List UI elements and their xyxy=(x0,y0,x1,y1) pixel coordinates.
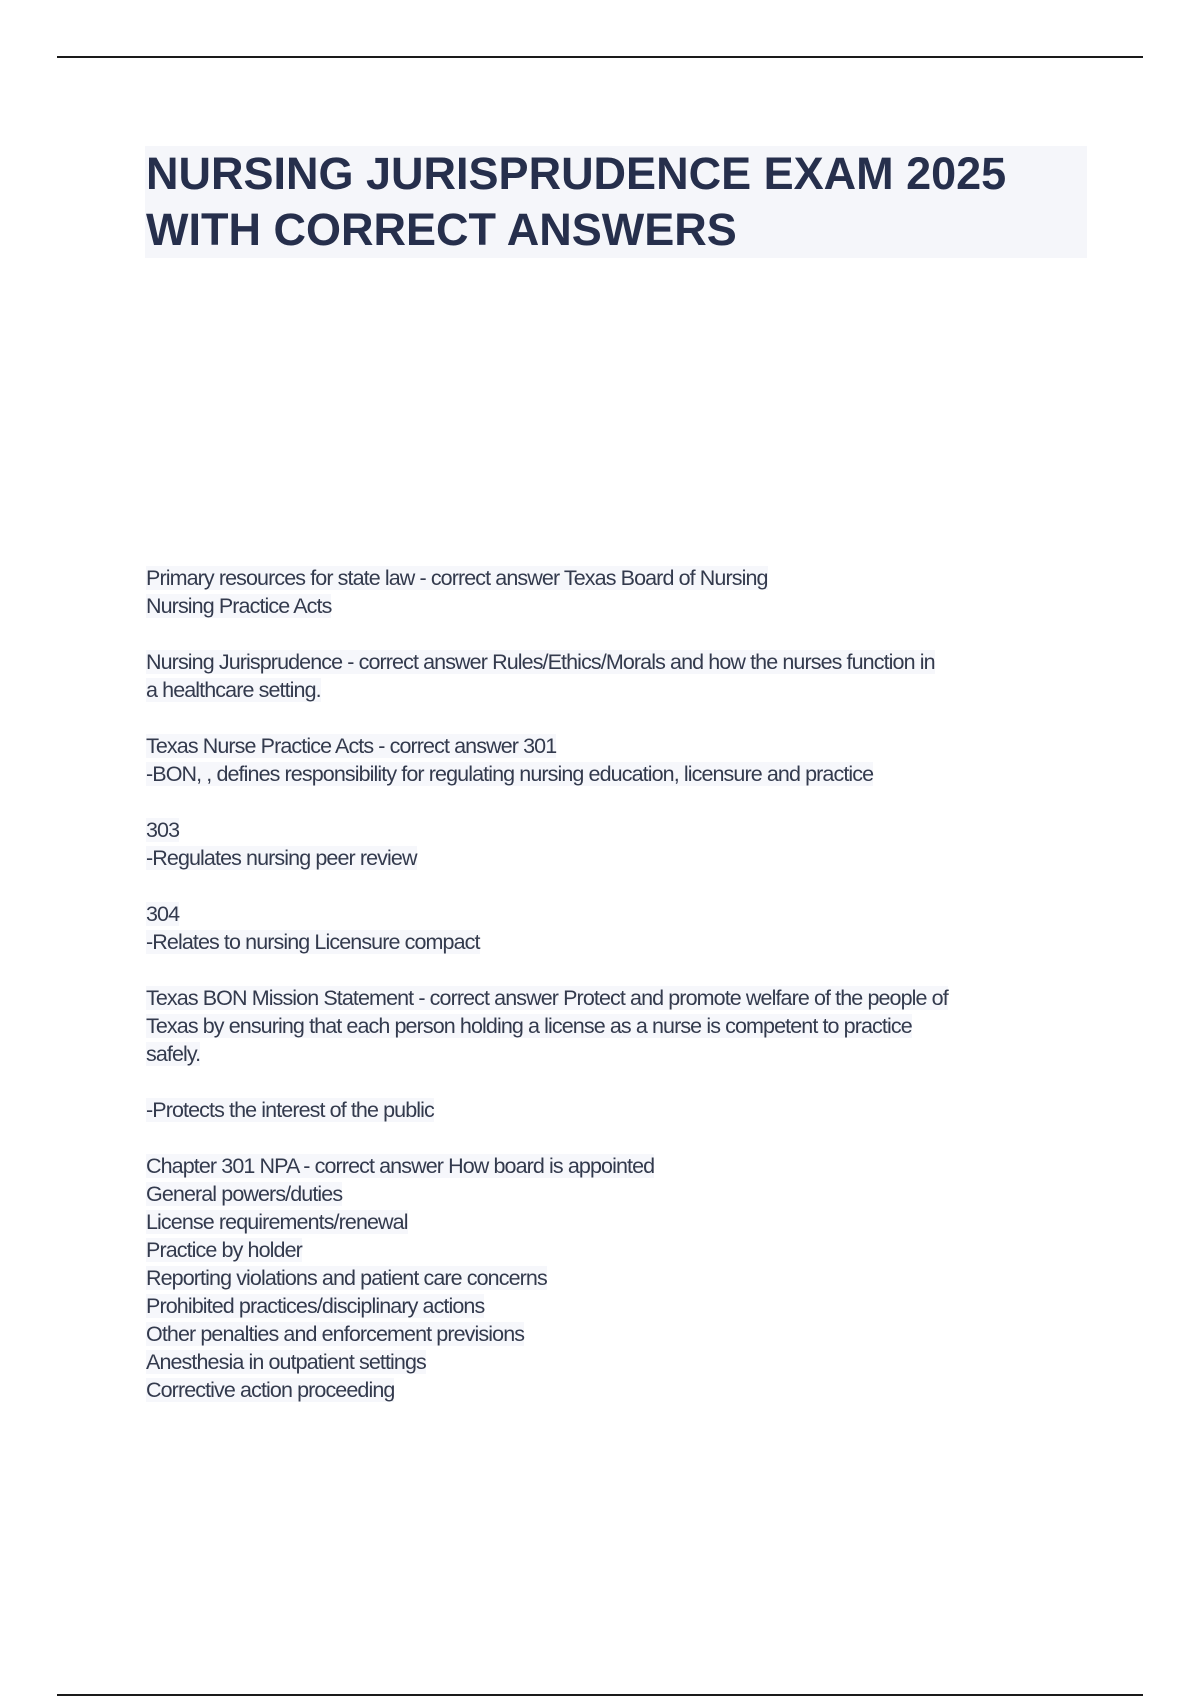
title-line: NURSING JURISPRUDENCE EXAM 2025 xyxy=(146,148,1007,199)
qa-item-texas-npa xyxy=(146,732,1106,788)
body-line: Primary resources for state law - correct answer Texas Board of Nursing xyxy=(146,566,768,590)
qa-item-chapter-303 xyxy=(146,816,1106,872)
body-line: Anesthesia in outpatient settings xyxy=(146,1350,426,1374)
body-line: License requirements/renewal xyxy=(146,1210,408,1234)
body-line: Chapter 301 NPA - correct answer How board is appointed xyxy=(146,1154,655,1178)
document-body xyxy=(146,564,1106,1432)
top-rule xyxy=(57,56,1143,58)
bottom-rule xyxy=(57,1694,1143,1696)
body-line: Prohibited practices/disciplinary actions xyxy=(146,1294,485,1318)
body-line: Texas by ensuring that each person holding a license as a nurse is competent to practice xyxy=(146,1014,912,1038)
body-line: General powers/duties xyxy=(146,1182,343,1206)
qa-item-protects-public xyxy=(146,1096,1106,1124)
body-line: -Protects the interest of the public xyxy=(146,1098,434,1122)
qa-item-chapter-301 xyxy=(146,1152,1106,1404)
body-line: Texas BON Mission Statement - correct answer Protect and promote welfare of the people of xyxy=(146,986,948,1010)
body-line: Other penalties and enforcement previsions xyxy=(146,1322,525,1346)
body-line: safely. xyxy=(146,1042,201,1066)
body-line: Texas Nurse Practice Acts - correct answer 301 xyxy=(146,734,557,758)
body-line: Reporting violations and patient care concerns xyxy=(146,1266,547,1290)
body-line: Nursing Jurisprudence - correct answer Rules/Ethics/Morals and how the nurses function in xyxy=(146,650,935,674)
body-line: Practice by holder xyxy=(146,1238,302,1262)
body-line: -Relates to nursing Licensure compact xyxy=(146,930,480,954)
body-line: -Regulates nursing peer review xyxy=(146,846,417,870)
body-line: a healthcare setting. xyxy=(146,678,321,702)
body-line: Nursing Practice Acts xyxy=(146,594,332,618)
body-line: 303 xyxy=(146,818,180,842)
qa-item-nursing-jurisprudence xyxy=(146,648,1106,704)
document-title xyxy=(146,146,1106,258)
qa-item-bon-mission xyxy=(146,984,1106,1068)
body-line: Corrective action proceeding xyxy=(146,1378,395,1402)
qa-item-chapter-304 xyxy=(146,900,1106,956)
qa-item-primary-resources xyxy=(146,564,1106,620)
title-line: WITH CORRECT ANSWERS xyxy=(146,204,737,255)
body-line: -BON, , defines responsibility for regulating nursing education, licensure and practice xyxy=(146,762,874,786)
body-line: 304 xyxy=(146,902,180,926)
